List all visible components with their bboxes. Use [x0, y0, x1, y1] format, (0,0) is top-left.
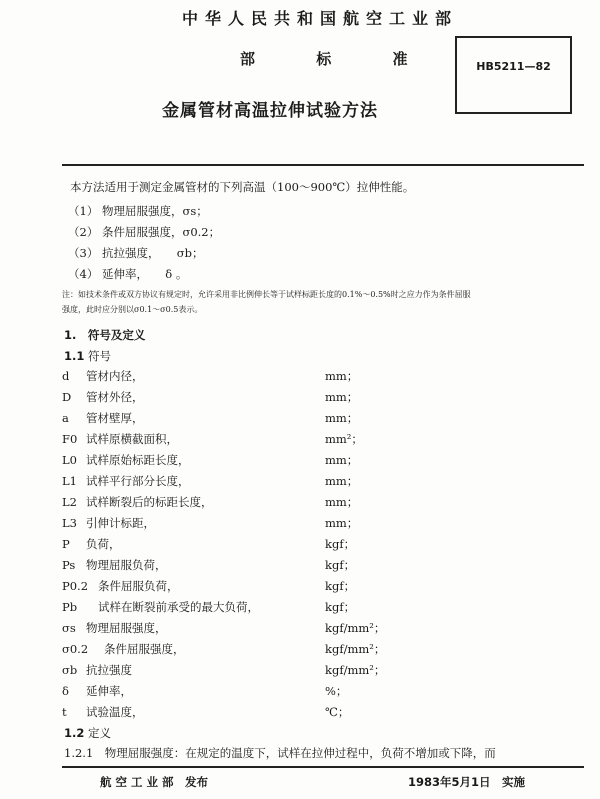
property-item: （3） 抗拉强度， σb；: [68, 246, 204, 260]
symbol-row: L1 试样平行部分长度，: [62, 474, 190, 488]
symbol-row: d 管材内径，: [62, 369, 144, 383]
note-line-2: 强度，此时应分别以σ0.1～σ0.5表示。: [62, 305, 203, 314]
section-1-heading: 1. 符号及定义: [64, 328, 146, 342]
intro-text: 本方法适用于测定金属管材的下列高温（100～900℃）拉伸性能。: [70, 180, 415, 194]
subsection-1-1-heading: 1.1 符号: [64, 349, 112, 363]
property-item: （1） 物理屈服强度，σs；: [68, 204, 208, 218]
publisher: 航 空 工 业 部 发布: [100, 775, 209, 789]
symbol-unit: mm²；: [325, 432, 363, 446]
symbol-row: t 试验温度，: [62, 705, 144, 719]
symbol-unit: kgf；: [325, 579, 356, 593]
standard-type: 部 标 准: [240, 50, 436, 68]
symbol-unit: mm；: [325, 390, 359, 404]
effective-date: 1983年5月1日 实施: [408, 775, 526, 789]
note-line-1: 注：如技术条件或双方协议有规定时，允许采用非比例伸长等于试样标距长度的0.1%～0.5%时之应力作为条件屈服: [62, 290, 471, 299]
symbol-unit: mm；: [325, 495, 359, 509]
symbol-row: σb 抗拉强度: [62, 663, 132, 677]
symbol-row: P0.2 条件屈服负荷，: [62, 579, 179, 593]
symbol-row: L2 试样断裂后的标距长度，: [62, 495, 213, 509]
symbol-unit: kgf；: [325, 558, 356, 572]
property-item: （2） 条件屈服强度，σ0.2；: [68, 225, 221, 239]
symbol-row: δ 延伸率，: [62, 684, 132, 698]
footer-rule: [62, 766, 584, 768]
standard-code: HB5211—82: [476, 60, 551, 73]
definition-1-2-1: 1.2.1 物理屈服强度：在规定的温度下，试样在拉伸过程中，负荷不增加或下降，而: [64, 746, 496, 760]
symbol-row: σs 物理屈服强度，: [62, 621, 167, 635]
symbol-unit: mm；: [325, 453, 359, 467]
header-rule: [62, 164, 584, 166]
symbol-row: L3 引伸计标距，: [62, 516, 155, 530]
ministry-name: 中华人民共和国航空工业部: [181, 9, 458, 28]
symbol-unit: kgf；: [325, 537, 356, 551]
symbol-row: F0 试样原横截面积，: [62, 432, 178, 446]
symbol-row: L0 试样原始标距长度，: [62, 453, 190, 467]
symbol-unit: kgf；: [325, 600, 356, 614]
symbol-unit: mm；: [325, 369, 359, 383]
symbol-unit: kgf/mm²；: [325, 663, 386, 677]
symbol-unit: mm；: [325, 411, 359, 425]
property-item: （4） 延伸率， δ 。: [68, 267, 188, 281]
symbol-row: P 负荷，: [62, 537, 121, 551]
symbol-unit: kgf/mm²；: [325, 642, 386, 656]
symbol-row: Ps 物理屈服负荷，: [62, 558, 167, 572]
subsection-1-2-heading: 1.2 定义: [64, 726, 112, 740]
symbol-unit: kgf/mm²；: [325, 621, 386, 635]
symbol-row: Pb 试样在断裂前承受的最大负荷，: [62, 600, 259, 614]
document-title: 金属管材高温拉伸试验方法: [162, 101, 378, 121]
symbol-unit: %；: [325, 684, 348, 698]
symbol-row: σ0.2 条件屈服强度，: [62, 642, 185, 656]
standard-code-box: [455, 36, 572, 114]
symbol-row: a 管材壁厚，: [62, 411, 144, 425]
symbol-unit: mm；: [325, 516, 359, 530]
symbol-unit: mm；: [325, 474, 359, 488]
symbol-unit: ℃；: [325, 705, 350, 719]
symbol-row: D 管材外径，: [62, 390, 144, 404]
